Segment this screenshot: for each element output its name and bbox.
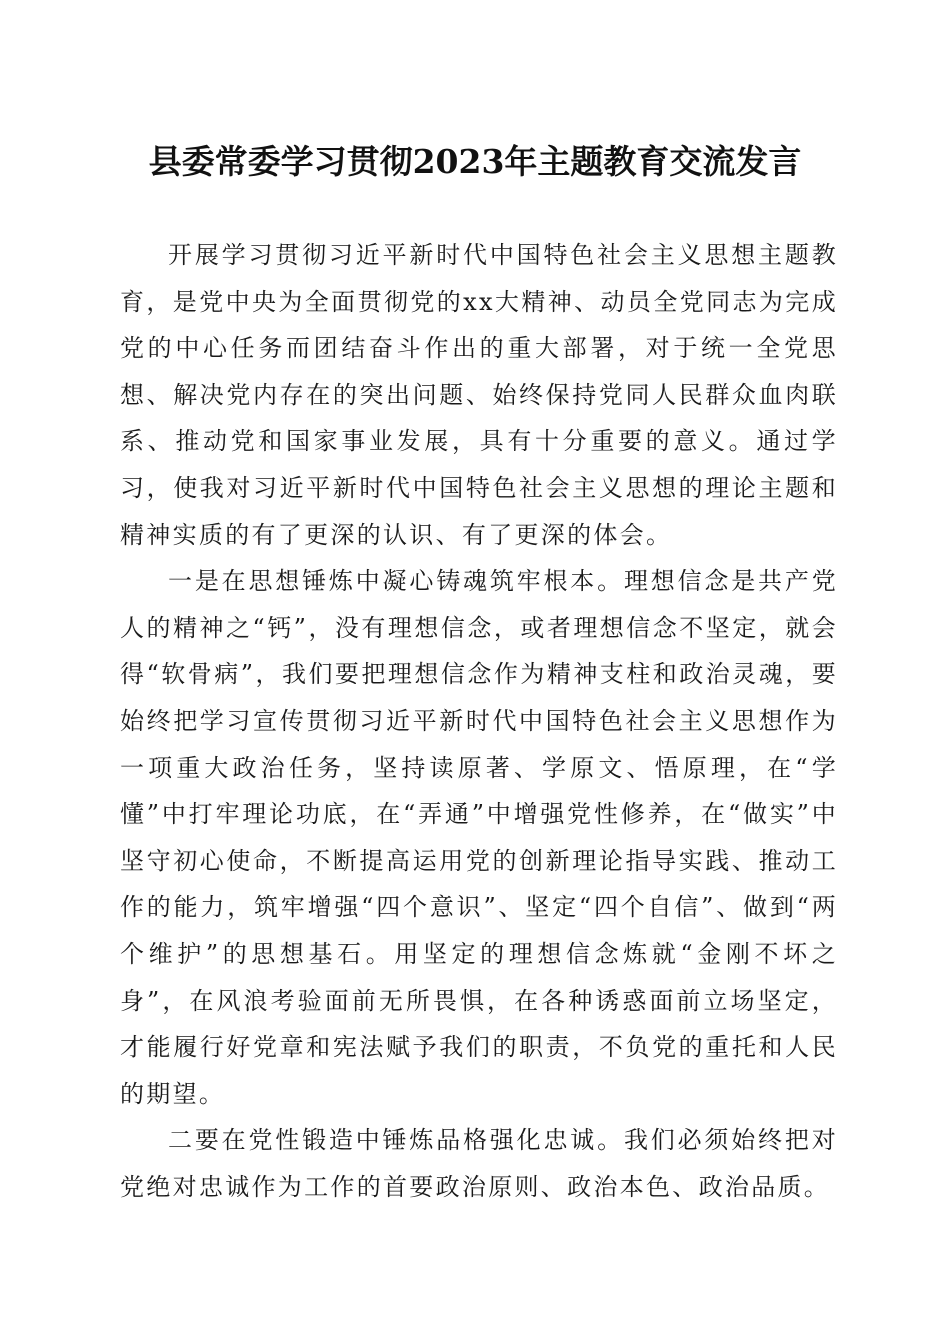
paragraph-lead: 二要在党性锻造中锤炼品格强化忠诚。 [168,1126,624,1155]
document-body [120,232,838,1210]
paragraph-text: 我们必须始终把对党绝对忠诚作为工作的首要政治原则、政治本色、政治品质。 [120,1126,838,1201]
paragraph-point-two [120,1117,838,1210]
document-title: 县委常委学习贯彻2023年主题教育交流发言 [148,142,802,181]
paragraph-lead: 一是在思想锤炼中凝心铸魂筑牢根本。 [168,567,624,596]
paragraph-point-one [120,558,838,1117]
paragraph-intro [120,232,838,558]
paragraph-text: 理想信念是共产党人的精神之“钙”，没有理想信念，或者理想信念不坚定，就会得“软骨病”，我们要把理想信念作为精神支柱和政治灵魂，要始终把学习宣传贯彻习近平新时代中国特色社会主义思想作为一项重大政治任务，坚持读原著、学原文、悟原理，在“学懂”中打牢理论功底，在“弄通”中增强党性修养，在“做实”中坚守初心使命，不断提高运用党的创新理论指导实践、推动工作的能力，筑牢增强“四个意识”、坚定“四个自信”、做到“两个维护”的思想基石。用坚定的理想信念炼就“金刚不坏之身”，在风浪考验面前无所畏惧，在各种诱惑面前立场坚定，才能履行好党章和宪法赋予我们的职责，不负党的重托和人民的期望。 [120,567,838,1108]
paragraph-text: 开展学习贯彻习近平新时代中国特色社会主义思想主题教育，是党中央为全面贯彻党的xx大精神、动员全党同志为完成党的中心任务而团结奋斗作出的重大部署，对于统一全党思想、解决党内存在的突出问题、始终保持党同人民群众血肉联系、推动党和国家事业发展，具有十分重要的意义。通过学习，使我对习近平新时代中国特色社会主义思想的理论主题和精神实质的有了更深的认识、有了更深的体会。 [120,241,838,549]
